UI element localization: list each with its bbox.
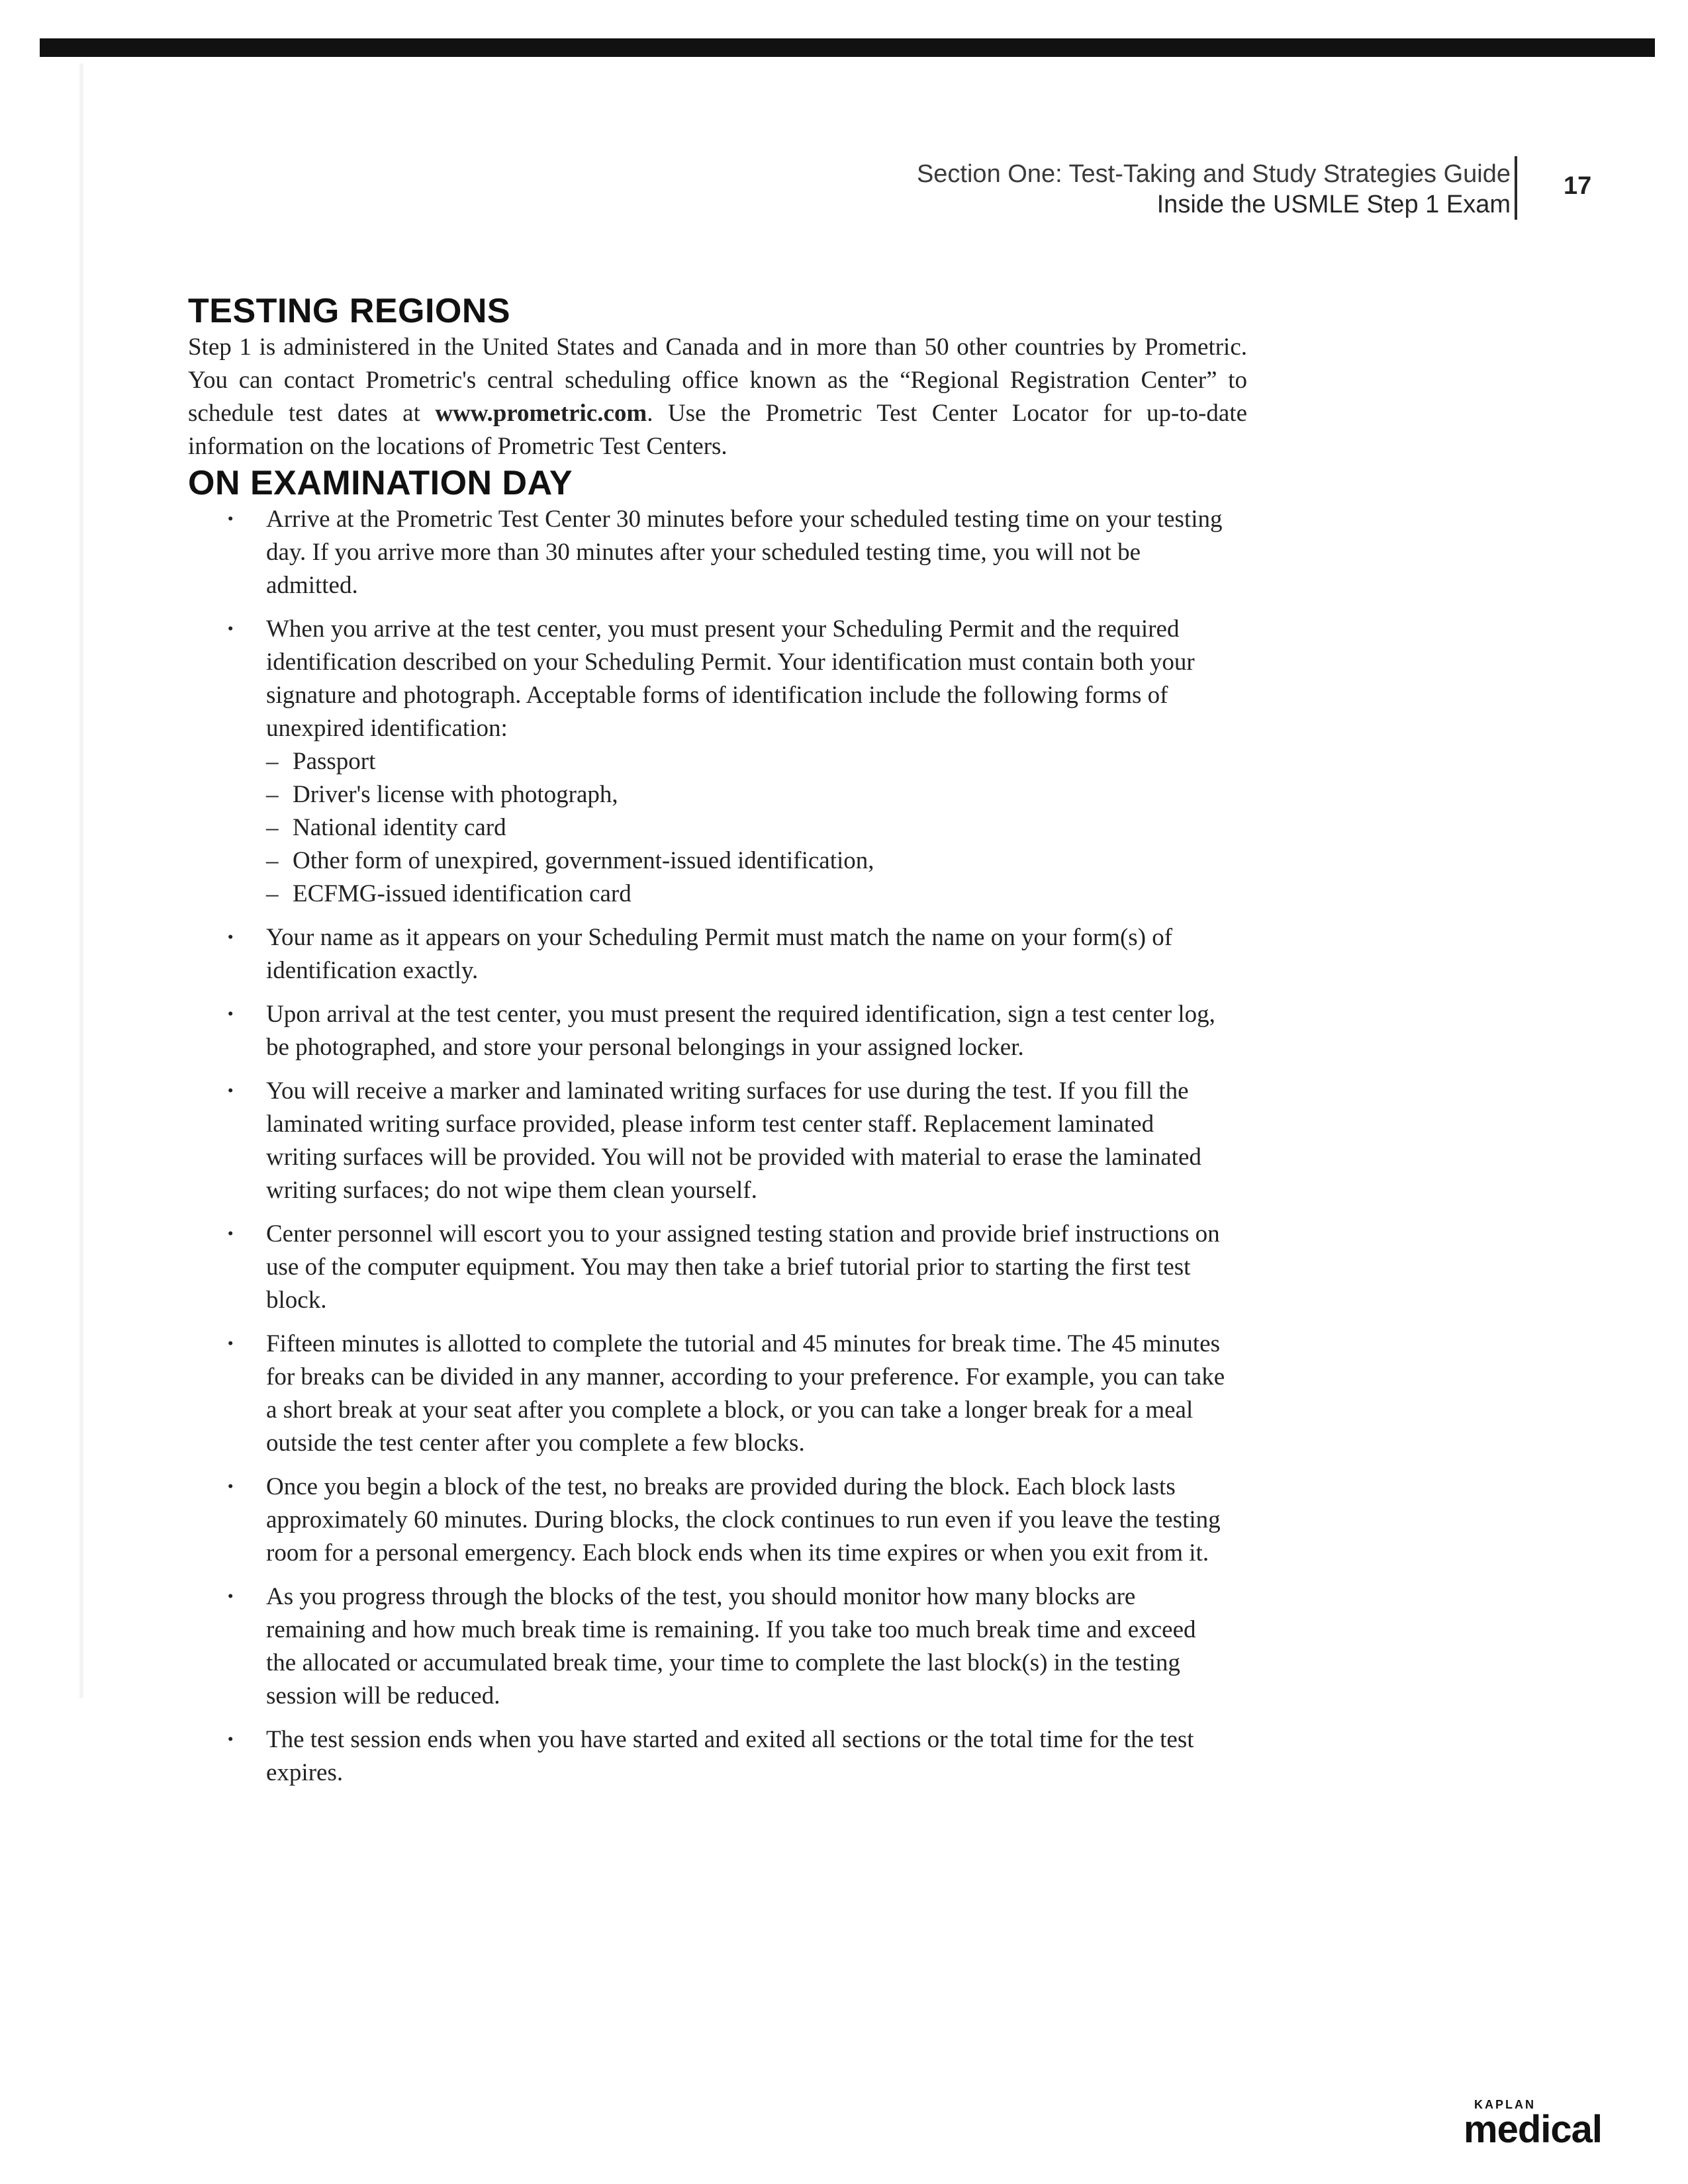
id-form-item: [266, 878, 1230, 911]
id-form-item: [266, 811, 1230, 844]
list-item: [226, 998, 1230, 1064]
list-item-text: Center personnel will escort you to your assigned testing station and provide brief instructions on use of the computer equipment. You may then take a brief tutorial prior to starting the first test block.: [266, 1220, 1220, 1314]
id-form-text: Driver's license with photograph,: [293, 781, 618, 808]
id-form-text: National identity card: [293, 814, 506, 841]
list-item: [226, 1580, 1230, 1713]
bullet-icon: ·: [226, 506, 235, 533]
running-header-section: Section One: Test-Taking and Study Strategies Guide: [916, 160, 1511, 188]
list-item-text: As you progress through the blocks of the test, you should monitor how many blocks are remaining and how much break time is remaining. If you take too much break time and exceed the allocated or accumulated break time, your time to complete the last block(s) in the testing session will be reduced.: [266, 1583, 1196, 1709]
testing-regions-paragraph: [188, 331, 1247, 463]
list-item-text: When you arrive at the test center, you must present your Scheduling Permit and the required identification described on your Scheduling Permit. Your identification must contain both your signature and photograph. Acceptable forms of identification include the following forms of unexpired identification:: [266, 615, 1195, 742]
list-item-text: Arrive at the Prometric Test Center 30 minutes before your scheduled testing time on your testing day. If you arrive more than 30 minutes after your scheduled testing time, you will not be admitted.: [266, 506, 1223, 599]
prometric-url: www.prometric.com: [435, 400, 647, 427]
bullet-icon: ·: [226, 1220, 235, 1248]
running-header: [917, 159, 1511, 220]
bullet-icon: ·: [226, 1473, 235, 1500]
bullet-icon: ·: [226, 615, 235, 643]
testing-regions-text-2: . Use the Prometric Test Center Locator for up-to-date information on the locations of Prometric Test Centers.: [188, 400, 1247, 460]
list-item: [226, 503, 1230, 602]
list-item-text: You will receive a marker and laminated writing surfaces for use during the test. If you fill the laminated writing surface provided, please inform test center staff. Replacement laminated writing surfaces will be provided. You will not be provided with material to erase the laminated writing surfaces; do not wipe them clean yourself.: [266, 1077, 1201, 1204]
id-form-item: [266, 844, 1230, 878]
id-form-text: ECFMG-issued identification card: [293, 880, 632, 907]
list-item-text: The test session ends when you have started and exited all sections or the total time for the test expires.: [266, 1726, 1194, 1786]
id-form-item: [266, 745, 1230, 778]
bullet-icon: ·: [226, 924, 235, 951]
examination-day-heading: ON EXAMINATION DAY: [188, 464, 573, 502]
scan-shadow-edge: [78, 64, 85, 1698]
kaplan-medical-logo: [1443, 2098, 1602, 2151]
list-item: [226, 1471, 1230, 1570]
list-item: [226, 1723, 1230, 1790]
list-item-text: Once you begin a block of the test, no breaks are provided during the block. Each block lasts approximately 60 minutes. During blocks, the clock continues to run even if you leave the testing room for a personal emergency. Each block ends when its time expires or when you exit from it.: [266, 1473, 1221, 1567]
top-border-bar: [40, 38, 1655, 57]
list-item-text: Fifteen minutes is allotted to complete the tutorial and 45 minutes for break time. The 45 minutes for breaks can be divided in any manner, according to your preference. For example, you can take a short break at your seat after you complete a block, or you can take a longer break for a meal outside the test center after you complete a few blocks.: [266, 1330, 1225, 1457]
dash-icon: –: [266, 880, 279, 907]
list-item: [226, 1075, 1230, 1207]
id-forms-list: [266, 745, 1230, 911]
logo-kaplan-text: KAPLAN: [1474, 2098, 1536, 2111]
dash-icon: –: [266, 847, 279, 874]
logo-medical-text: medical: [1464, 2108, 1602, 2151]
bullet-icon: ·: [226, 1583, 235, 1610]
dash-icon: –: [266, 814, 279, 841]
id-form-text: Other form of unexpired, government-issued identification,: [293, 847, 874, 874]
list-item: [226, 613, 1230, 911]
dash-icon: –: [266, 748, 279, 775]
id-form-text: Passport: [293, 748, 376, 775]
page-number: 17: [1564, 172, 1592, 200]
list-item-text: Upon arrival at the test center, you must present the required identification, sign a test center log, be photographed, and store your personal belongings in your assigned locker.: [266, 1001, 1215, 1061]
running-header-chapter: Inside the USMLE Step 1 Exam: [1156, 191, 1511, 218]
bullet-icon: ·: [226, 1726, 235, 1753]
bullet-icon: ·: [226, 1077, 235, 1105]
dash-icon: –: [266, 781, 279, 808]
page-body: [188, 291, 1247, 1800]
bullet-icon: ·: [226, 1001, 235, 1028]
list-item: [226, 1328, 1230, 1460]
examination-day-list: [188, 503, 1247, 1790]
testing-regions-heading: TESTING REGIONS: [188, 292, 511, 330]
list-item: [226, 1218, 1230, 1317]
header-divider-rule: [1515, 156, 1517, 220]
list-item-text: Your name as it appears on your Scheduling Permit must match the name on your form(s) of identification exactly.: [266, 924, 1173, 984]
list-item: [226, 921, 1230, 987]
id-form-item: [266, 778, 1230, 811]
testing-regions-text-1: Step 1 is administered in the United States and Canada and in more than 50 other countries by Prometric. You can contact Prometric's central scheduling office known as the “Regional Registration Center” to schedule test dates at: [188, 334, 1247, 427]
bullet-icon: ·: [226, 1330, 235, 1357]
